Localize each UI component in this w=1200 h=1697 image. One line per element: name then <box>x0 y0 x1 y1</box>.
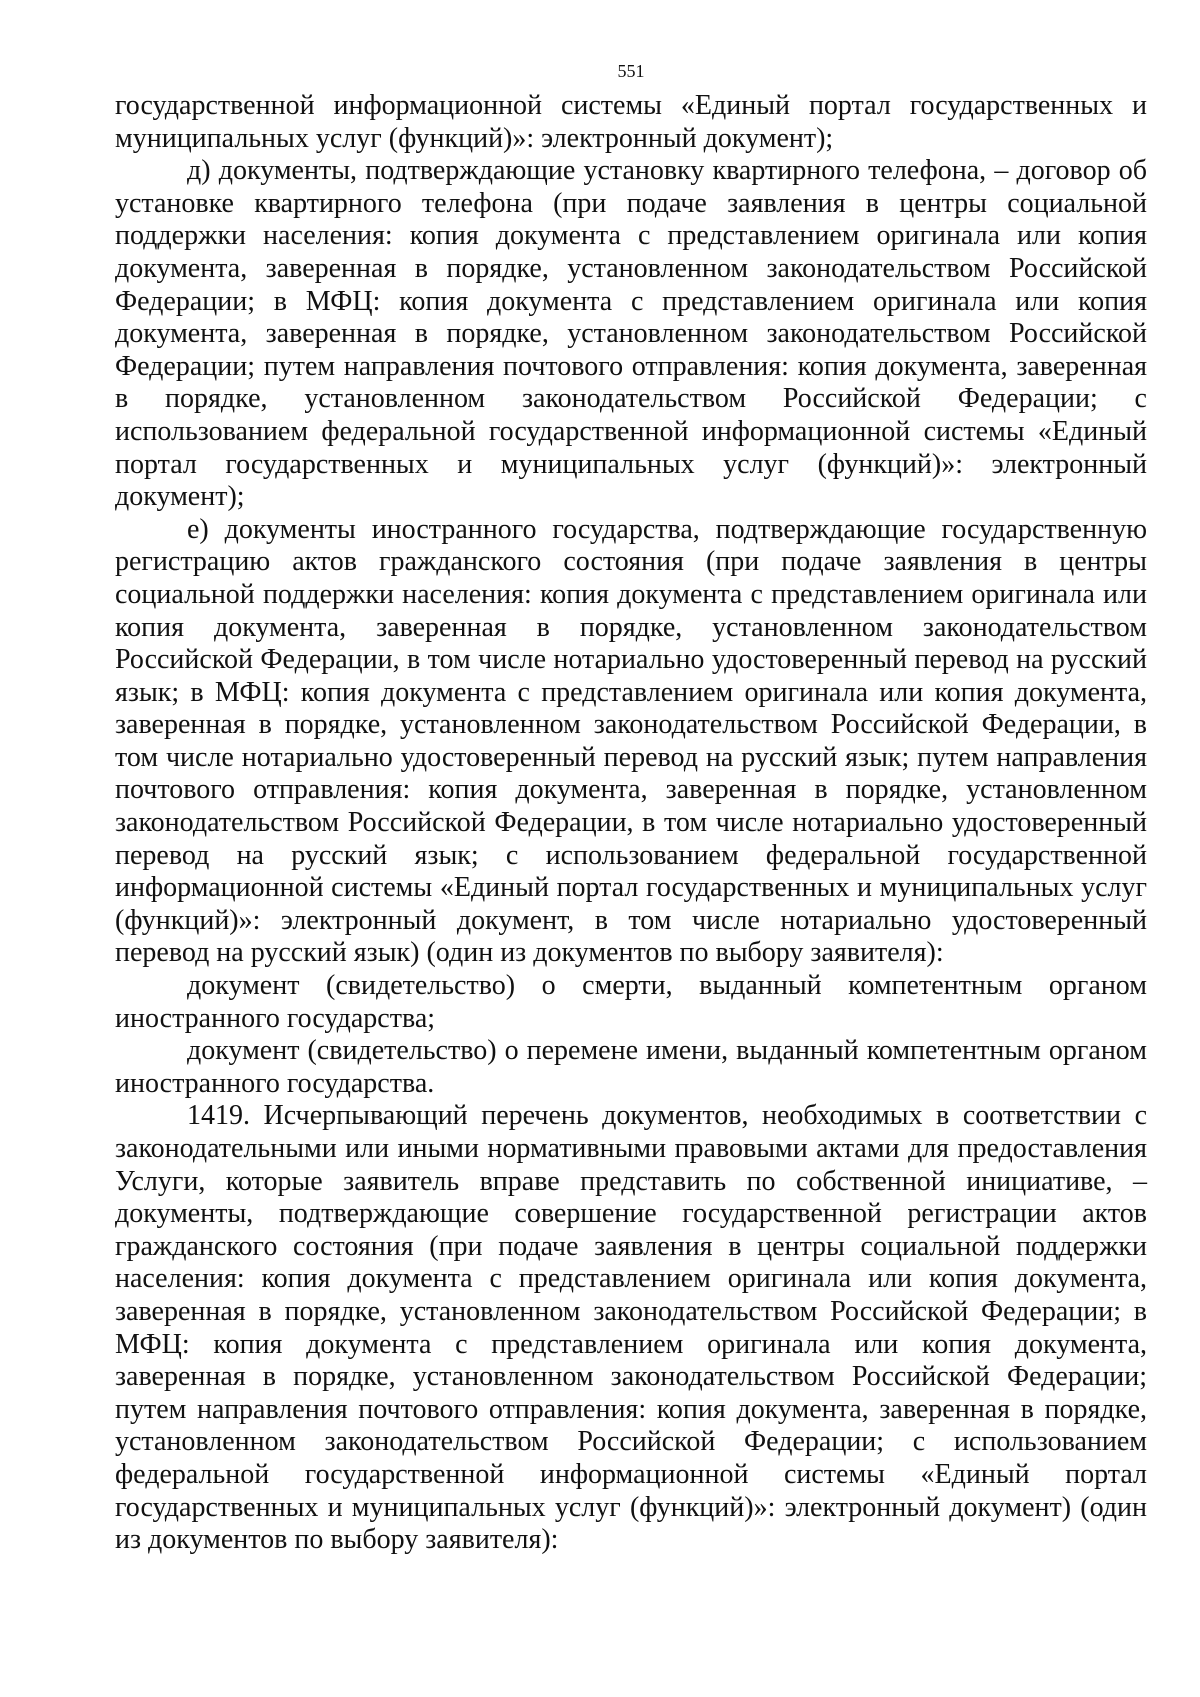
paragraph-death-certificate: документ (свидетельство) о смерти, выданный компетентным органом иностранного государства; <box>115 970 1147 1034</box>
paragraph-1419: 1419. Исчерпывающий перечень документов, необходимых в соответствии с законодательными или иными нормативными правовыми актами для предоставления Услуги, которые заявитель вправе представить по собственной инициативе, – документы, подтверждающие совершение государственной регистрации актов гражданского состояния (при подаче заявления в центры социальной поддержки населения: копия документа с представлением оригинала или копия документа, заверенная в порядке, установленном законодательством Российской Федерации; в МФЦ: копия документа с представлением оригинала или копия документа, заверенная в порядке, установленном законодательством Российской Федерации; путем направления почтового отправления: копия документа, заверенная в порядке, установленном законодательством Российской Федерации; с использованием федеральной государственной информационной системы «Единый портал государственных и муниципальных услуг (функций)»: электронный документ) (один из документов по выбору заявителя): <box>115 1100 1147 1556</box>
paragraph-item-e: е) документы иностранного государства, подтверждающие государственную регистрацию актов гражданского состояния (при подаче заявления в центры социальной поддержки населения: копия документа с представлением оригинала или копия документа, заверенная в порядке, установленном законодательством Российской Федерации, в том числе нотариально удостоверенный перевод на русский язык; в МФЦ: копия документа с представлением оригинала или копия документа, заверенная в порядке, установленном законодательством Российской Федерации, в том числе нотариально удостоверенный перевод на русский язык; путем направления почтового отправления: копия документа, заверенная в порядке, установленном законодательством Российской Федерации, в том числе нотариально удостоверенный перевод на русский язык; с использованием федеральной государственной информационной системы «Единый портал государственных и муниципальных услуг (функций)»: электронный документ, в том числе нотариально удостоверенный перевод на русский язык) (один из документов по выбору заявителя): <box>115 513 1147 969</box>
paragraph-continuation: государственной информационной системы «Единый портал государственных и муниципальных услуг (функций)»: электронный документ); <box>115 90 1147 154</box>
paragraph-item-d: д) документы, подтверждающие установку квартирного телефона, – договор об установке квартирного телефона (при подаче заявления в центры социальной поддержки населения: копия документа с представлением оригинала или копия документа, заверенная в порядке, установленном законодательством Российской Федерации; в МФЦ: копия документа с представлением оригинала или копия документа, заверенная в порядке, установленном законодательством Российской Федерации; путем направления почтового отправления: копия документа, заверенная в порядке, установленном законодательством Российской Федерации; с использованием федеральной государственной информационной системы «Единый портал государственных и муниципальных услуг (функций)»: электронный документ); <box>115 155 1147 513</box>
paragraph-name-change-certificate: документ (свидетельство) о перемене имени, выданный компетентным органом иностранного государства. <box>115 1035 1147 1099</box>
document-page <box>115 60 1147 1557</box>
page-number: 551 <box>617 61 645 81</box>
